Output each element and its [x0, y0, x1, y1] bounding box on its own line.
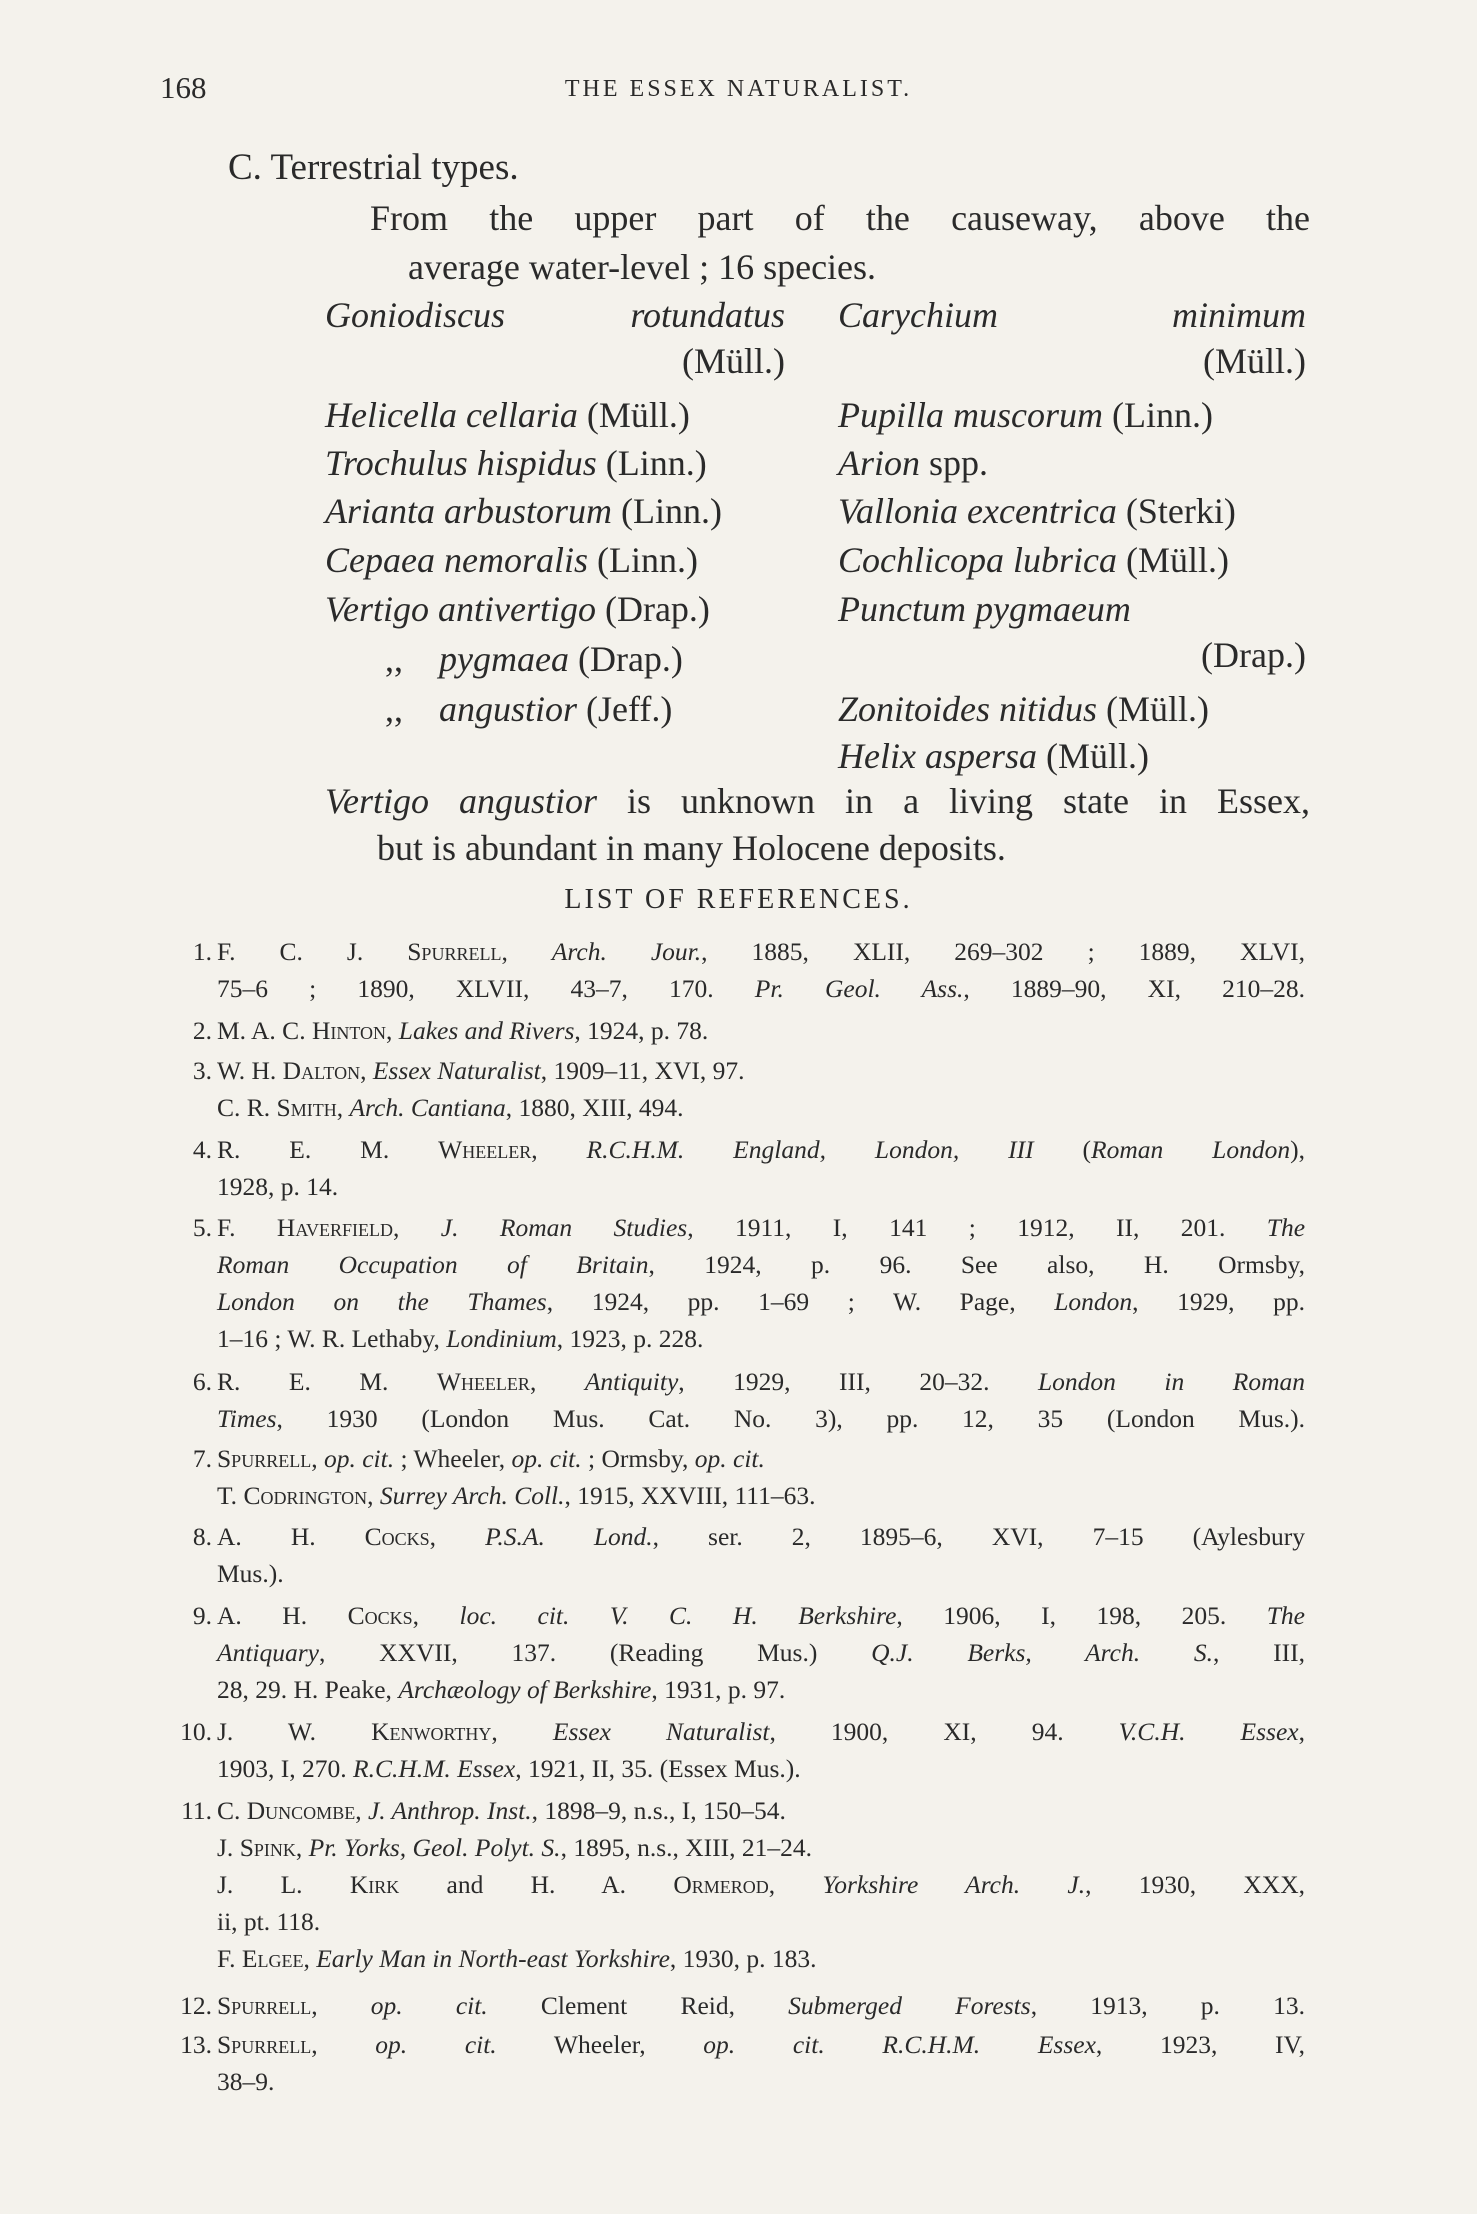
- reference-text: The: [1266, 1213, 1306, 1242]
- reference-text: loc. cit. V. C. H. Berkshire: [459, 1601, 897, 1630]
- reference-number: 12.: [180, 1991, 212, 2020]
- reference-text: T.: [217, 1481, 244, 1510]
- reference-text: Surrey Arch. Coll.: [379, 1481, 565, 1510]
- intro-line-2: average water-level ; 16 species.: [408, 247, 877, 287]
- species-author: (Drap.): [604, 589, 710, 629]
- species-author: (Müll.): [586, 395, 690, 435]
- reference-text: ,: [529, 1367, 585, 1396]
- reference-text: , 1924, pp. 1–69 ; W. Page,: [546, 1287, 1055, 1316]
- reference-number: 10.: [180, 1717, 212, 1746]
- reference-number: 7.: [192, 1444, 212, 1473]
- reference-text: London in Roman: [1038, 1367, 1305, 1396]
- note-line-2: but is abundant in many Holocene deposits.: [377, 828, 1006, 868]
- reference-text: Arch. Jour.: [551, 937, 702, 966]
- species-author: (Drap.): [577, 639, 683, 679]
- reference-text: Roman London: [1091, 1135, 1291, 1164]
- reference-9: [160, 1597, 1305, 1708]
- ditto-mark: ,,: [385, 689, 403, 729]
- reference-text: Wheeler: [438, 1135, 532, 1164]
- reference-text: , 1929, III, 20–32.: [678, 1367, 1038, 1396]
- reference-text: ii, pt. 118.: [217, 1907, 321, 1936]
- species-name: Vertigo antivertigo: [325, 589, 596, 629]
- reference-text: V.C.H. Essex: [1118, 1717, 1299, 1746]
- note-species: Vertigo angustior: [325, 781, 598, 821]
- reference-text: , 1885, XLII, 269–302 ; 1889, XLVI,: [701, 937, 1305, 966]
- reference-number: 9.: [192, 1601, 212, 1630]
- reference-text: , 1915, XXVIII, 111–63.: [564, 1481, 816, 1510]
- species-goniodiscus: [325, 294, 785, 382]
- reference-number: 8.: [192, 1522, 212, 1551]
- reference-text: J. W.: [217, 1717, 372, 1746]
- reference-text: Archæology of Berkshire: [398, 1675, 652, 1704]
- reference-text: A. H.: [217, 1522, 365, 1551]
- reference-text: Spurrell: [217, 1444, 312, 1473]
- reference-text: , ser. 2, 1895–6, XVI, 7–15 (Aylesbury: [652, 1522, 1305, 1551]
- reference-text: Ormerod: [673, 1870, 769, 1899]
- reference-text: op. cit.: [511, 1444, 582, 1473]
- reference-text: ,: [393, 1213, 441, 1242]
- reference-text: , III,: [1212, 1638, 1305, 1667]
- reference-1: [160, 933, 1305, 1007]
- reference-text: Kenworthy: [371, 1717, 492, 1746]
- species-zonitoides: [838, 688, 1209, 730]
- species-author: (Linn.): [1112, 395, 1213, 435]
- species-author: (Müll.): [682, 341, 785, 381]
- reference-text: , 1930 (London Mus. Cat. No. 3), pp. 12, 35 (London Mus.).: [276, 1404, 1305, 1433]
- reference-text: R.C.H.M. Essex: [882, 2030, 1096, 2059]
- reference-text: Yorkshire Arch. J.: [822, 1870, 1086, 1899]
- reference-text: C. R.: [217, 1093, 277, 1122]
- section-label: C. Terrestrial types.: [228, 147, 519, 188]
- species-vertigo-angustior: [385, 688, 672, 730]
- reference-text: Clement Reid,: [487, 1991, 789, 2020]
- species-arianta: [325, 490, 722, 532]
- reference-text: , 1930, p. 183.: [669, 1944, 817, 1973]
- reference-text: op. cit.: [323, 1444, 395, 1473]
- reference-text: Lakes and Rivers: [398, 1016, 575, 1045]
- reference-13: [160, 2026, 1305, 2100]
- reference-text: , 1906, I, 198, 205.: [896, 1601, 1267, 1630]
- species-name: Helix aspersa: [838, 736, 1037, 776]
- reference-text: ),: [1290, 1135, 1305, 1164]
- species-cochlicopa: [838, 539, 1229, 581]
- reference-text: Q.J. Berks, Arch. S.: [871, 1638, 1213, 1667]
- intro-line-1: From the upper part of the causeway, above the: [370, 198, 1310, 238]
- reference-text: Wheeler,: [496, 2030, 704, 2059]
- reference-text: F.: [217, 1213, 277, 1242]
- reference-5: [160, 1209, 1305, 1357]
- note-text: is unknown in a living state in Essex,: [627, 781, 1311, 821]
- reference-text: Spurrell: [217, 2030, 312, 2059]
- reference-text: and H. A.: [399, 1870, 674, 1899]
- reference-text: ,: [501, 937, 552, 966]
- reference-text: Cocks: [364, 1522, 430, 1551]
- reference-text: ,: [311, 2030, 376, 2059]
- reference-number: 2.: [192, 1016, 212, 1045]
- reference-6: [160, 1363, 1305, 1437]
- species-name: Cochlicopa lubrica: [838, 540, 1117, 580]
- reference-number: 3.: [192, 1056, 212, 1085]
- reference-text: , 1909–11, XVI, 97.: [540, 1056, 745, 1085]
- species-name: Zonitoides nitidus: [838, 689, 1098, 729]
- reference-text: , 1921, II, 35. (Essex Mus.).: [515, 1754, 801, 1783]
- reference-2: [160, 1012, 1305, 1049]
- species-name: Pupilla muscorum: [838, 395, 1103, 435]
- reference-text: 75–6 ; 1890, XLVII, 43–7, 170.: [217, 974, 755, 1003]
- species-punctum: [838, 588, 1306, 676]
- species-author: (Drap.): [1201, 635, 1306, 675]
- reference-text: 1–16 ; W. R. Lethaby,: [217, 1324, 447, 1353]
- reference-text: , 1930, XXX,: [1085, 1870, 1306, 1899]
- reference-text: London on the Thames: [217, 1287, 547, 1316]
- species-name: pygmaea: [439, 639, 569, 679]
- reference-text: , 1913, p. 13.: [1030, 1991, 1305, 2020]
- reference-text: Mus.).: [217, 1559, 284, 1588]
- species-arion: [838, 442, 988, 484]
- reference-text: 1903, I, 270.: [217, 1754, 353, 1783]
- species-author: (Müll.): [1106, 689, 1210, 729]
- reference-text: J.: [217, 1833, 240, 1862]
- reference-text: Londinium: [446, 1324, 557, 1353]
- reference-text: , 1923, p. 228.: [556, 1324, 704, 1353]
- reference-text: ,: [412, 1601, 460, 1630]
- reference-text: , 1929, pp.: [1132, 1287, 1305, 1316]
- reference-number: 13.: [180, 2030, 212, 2059]
- reference-text: ,: [303, 1944, 317, 1973]
- note-line-1: [325, 778, 1310, 825]
- reference-text: 1928, p. 14.: [217, 1172, 339, 1201]
- species-author: (Müll.): [1125, 540, 1229, 580]
- species-cepaea: [325, 539, 698, 581]
- reference-text: R.C.H.M. Essex: [353, 1754, 516, 1783]
- reference-text: , 1923, IV,: [1095, 2030, 1305, 2059]
- running-header: [0, 70, 1477, 110]
- reference-text: R. E. M.: [217, 1367, 437, 1396]
- reference-12: [160, 1987, 1305, 2024]
- reference-text: Smith: [276, 1093, 337, 1122]
- reference-text: Antiquity: [584, 1367, 679, 1396]
- species-trochulus: [325, 442, 707, 484]
- reference-text: ,: [429, 1522, 486, 1551]
- reference-text: Spurrell: [217, 1991, 312, 2020]
- reference-text: , 1924, p. 78.: [574, 1016, 709, 1045]
- reference-text: , 1898–9, n.s., I, 150–54.: [531, 1796, 786, 1825]
- reference-text: , 1924, p. 96. See also, H. Ormsby,: [648, 1250, 1305, 1279]
- reference-number: 4.: [192, 1135, 212, 1164]
- species-author: (Müll.): [1203, 341, 1306, 381]
- reference-text: , 1900, XI, 94.: [769, 1717, 1119, 1746]
- reference-3: [160, 1052, 1305, 1126]
- reference-text: R.C.H.M. England, London, III: [586, 1135, 1034, 1164]
- reference-text: , 1880, XIII, 494.: [505, 1093, 684, 1122]
- species-vertigo-antivertigo: [325, 588, 710, 630]
- reference-text: op. cit.: [703, 2030, 825, 2059]
- reference-text: ,: [531, 1135, 587, 1164]
- species-author: spp.: [929, 443, 989, 483]
- reference-text: Arch. Cantiana: [349, 1093, 506, 1122]
- reference-4: [160, 1131, 1305, 1205]
- reference-text: Early Man in North-east Yorkshire: [316, 1944, 670, 1973]
- reference-text: J. Anthrop. Inst.: [367, 1796, 532, 1825]
- reference-text: Times: [217, 1404, 277, 1433]
- reference-8: [160, 1518, 1305, 1592]
- reference-text: The: [1266, 1601, 1305, 1630]
- species-name: Punctum pygmaeum: [838, 589, 1131, 629]
- reference-text: ; Ormsby,: [581, 1444, 695, 1473]
- reference-text: Cocks: [347, 1601, 413, 1630]
- species-author: (Linn.): [621, 491, 723, 531]
- reference-text: op. cit.: [370, 1991, 488, 2020]
- species-author: (Jeff.): [586, 689, 673, 729]
- reference-number: 11.: [181, 1796, 212, 1825]
- reference-text: Essex Naturalist: [372, 1056, 541, 1085]
- reference-text: M. A. C.: [217, 1016, 312, 1045]
- reference-text: Elgee: [241, 1944, 304, 1973]
- species-author: (Müll.): [1045, 736, 1149, 776]
- reference-10: [160, 1713, 1305, 1787]
- reference-text: Duncombe: [246, 1796, 356, 1825]
- reference-text: F.: [217, 1944, 242, 1973]
- reference-text: ,: [295, 1833, 309, 1862]
- running-title: THE ESSEX NATURALIST.: [564, 76, 913, 102]
- reference-text: Pr. Yorks, Geol. Polyt. S.: [308, 1833, 561, 1862]
- reference-number: 6.: [192, 1367, 212, 1396]
- species-name: Cepaea nemoralis: [325, 540, 588, 580]
- reference-text: , 1911, I, 141 ; 1912, II, 201.: [687, 1213, 1267, 1242]
- species-name: Carychium minimum: [838, 295, 1306, 335]
- reference-text: (: [1033, 1135, 1092, 1164]
- species-name: Helicella cellaria: [325, 395, 578, 435]
- species-author: (Linn.): [605, 443, 707, 483]
- reference-text: Haverfield: [276, 1213, 394, 1242]
- species-carychium: [838, 294, 1306, 382]
- reference-text: ,: [311, 1991, 371, 2020]
- reference-11: [160, 1792, 1305, 1977]
- reference-text: W. H.: [217, 1056, 283, 1085]
- reference-text: ,: [768, 1870, 823, 1899]
- reference-text: C.: [217, 1796, 247, 1825]
- reference-text: Dalton: [282, 1056, 361, 1085]
- species-name: angustior: [439, 689, 578, 729]
- reference-text: ,: [311, 1444, 324, 1473]
- reference-text: F. C. J.: [217, 937, 408, 966]
- reference-text: London: [1054, 1287, 1133, 1316]
- species-vallonia: [838, 490, 1236, 532]
- reference-text: ,: [491, 1717, 553, 1746]
- reference-text: , XXVII, 137. (Reading Mus.): [319, 1638, 872, 1667]
- reference-number: 5.: [192, 1213, 212, 1242]
- species-name: Arianta arbustorum: [325, 491, 613, 531]
- reference-text: op. cit.: [375, 2030, 497, 2059]
- reference-text: 38–9.: [217, 2067, 275, 2096]
- reference-text: A. H.: [217, 1601, 348, 1630]
- reference-text: Spink: [239, 1833, 296, 1862]
- reference-text: Submerged Forests: [788, 1991, 1031, 2020]
- species-pupilla: [838, 394, 1213, 436]
- reference-text: J. L.: [217, 1870, 350, 1899]
- reference-text: ,: [1298, 1717, 1305, 1746]
- reference-text: , 1895, n.s., XIII, 21–24.: [560, 1833, 813, 1862]
- reference-text: R. E. M.: [217, 1135, 439, 1164]
- reference-number: 1.: [192, 937, 212, 966]
- reference-text: , 1931, p. 97.: [651, 1675, 786, 1704]
- species-vertigo-pygmaea: [385, 638, 683, 680]
- species-author: (Linn.): [596, 540, 698, 580]
- reference-text: Pr. Geol. Ass.: [754, 974, 964, 1003]
- reference-text: 28, 29. H. Peake,: [217, 1675, 399, 1704]
- references-heading: LIST OF REFERENCES.: [564, 884, 913, 915]
- reference-text: Kirk: [349, 1870, 400, 1899]
- reference-text: Roman Occupation of Britain: [217, 1250, 649, 1279]
- species-name: Arion: [838, 443, 921, 483]
- species-helicella: [325, 394, 690, 436]
- species-author: (Sterki): [1125, 491, 1236, 531]
- reference-7: [160, 1440, 1305, 1514]
- reference-text: ,: [355, 1796, 368, 1825]
- reference-text: ; Wheeler,: [394, 1444, 512, 1473]
- reference-text: Hinton: [311, 1016, 387, 1045]
- reference-text: op. cit.: [694, 1444, 765, 1473]
- reference-text: Codrington: [243, 1481, 368, 1510]
- note-paragraph: [325, 778, 1310, 872]
- reference-text: ,: [336, 1093, 350, 1122]
- ditto-mark: ,,: [385, 639, 403, 679]
- intro-paragraph: [370, 194, 1310, 292]
- species-helix: [838, 735, 1149, 777]
- reference-text: , 1889–90, XI, 210–28.: [963, 974, 1305, 1003]
- species-name: Vallonia excentrica: [838, 491, 1117, 531]
- reference-text: Antiquary: [217, 1638, 319, 1667]
- reference-text: ,: [360, 1056, 373, 1085]
- reference-text: ,: [367, 1481, 380, 1510]
- page-number: 168: [160, 70, 207, 105]
- reference-text: Spurrell: [407, 937, 502, 966]
- reference-text: [825, 2030, 883, 2059]
- species-name: Goniodiscus rotundatus: [325, 295, 785, 335]
- reference-text: ,: [386, 1016, 399, 1045]
- reference-text: J. Roman Studies: [440, 1213, 688, 1242]
- reference-text: Essex Naturalist: [552, 1717, 770, 1746]
- species-name: Trochulus hispidus: [325, 443, 597, 483]
- reference-text: Wheeler: [436, 1367, 530, 1396]
- reference-text: P.S.A. Lond.: [485, 1522, 653, 1551]
